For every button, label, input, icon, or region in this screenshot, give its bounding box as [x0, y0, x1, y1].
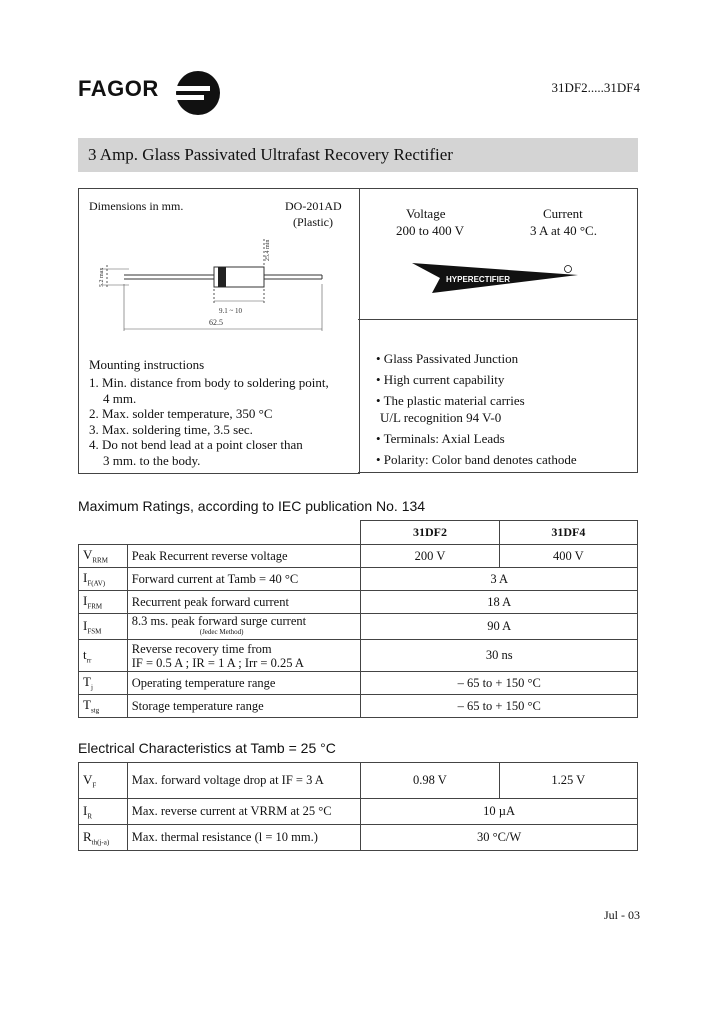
symbol: V	[83, 547, 93, 563]
symbol-sub: FRM	[87, 602, 103, 611]
col-header-31df2: 31DF2	[361, 521, 499, 545]
title-bar	[78, 138, 638, 172]
mounting-item: 3. Max. soldering time, 3.5 sec.	[89, 421, 253, 437]
part-numbers: 31DF2.....31DF4	[551, 80, 640, 95]
current-label: Current	[543, 206, 583, 221]
feature-item: • Glass Passivated Junction	[376, 351, 519, 366]
symbol: I	[83, 570, 88, 586]
symbol-sub: rr	[86, 656, 92, 665]
value-31df2: 0.98 V	[361, 763, 499, 799]
voltage-label: Voltage	[406, 206, 446, 221]
package-type: (Plastic)	[293, 215, 333, 229]
table-row	[79, 763, 638, 799]
mounting-item: 4. Do not bend lead at a point closer than	[89, 437, 303, 452]
symbol-sub: th(j-a)	[91, 838, 110, 847]
feature-item: • Polarity: Color band denotes cathode	[376, 452, 577, 467]
row-desc: Max. reverse current at VRRM at 25 °C	[127, 799, 360, 825]
value: – 65 to + 150 °C	[361, 695, 638, 718]
dim-dia-label: 5.2 max	[99, 267, 105, 287]
symbol-sub: F	[92, 781, 97, 790]
mounting-list	[89, 375, 329, 468]
value-31df2: 200 V	[361, 545, 499, 568]
table-row	[79, 591, 638, 614]
feature-item: • High current capability	[376, 372, 505, 387]
mounting-item: 2. Max. solder temperature, 350 °C	[89, 406, 273, 421]
value-31df4: 1.25 V	[499, 763, 637, 799]
table-row	[79, 672, 638, 695]
features-list	[376, 350, 577, 472]
table-row	[79, 695, 638, 718]
row-desc: Recurrent peak forward current	[127, 591, 361, 614]
table-row	[79, 640, 638, 672]
row-desc: Max. forward voltage drop at IF = 3 A	[127, 763, 360, 799]
diode-drawing	[89, 229, 349, 349]
value: 30 ns	[361, 640, 638, 672]
value: 3 A	[361, 568, 638, 591]
col-header-31df4: 31DF4	[499, 521, 637, 545]
dimensions-label: Dimensions in mm.	[89, 199, 184, 213]
row-desc: Peak Recurrent reverse voltage	[127, 545, 361, 568]
value: 10 µA	[361, 799, 638, 825]
symbol: R	[83, 828, 92, 844]
symbol-sub: RRM	[92, 556, 108, 565]
value: 30 °C/W	[361, 825, 638, 851]
value: 90 A	[361, 614, 638, 640]
row-desc-cond: IF = 0.5 A ; IR = 1 A ; Irr = 0.25 A	[131, 655, 304, 670]
symbol: T	[83, 697, 91, 713]
elec-table	[78, 762, 638, 851]
max-ratings-title: Maximum Ratings, according to IEC publication No. 134	[78, 498, 426, 514]
package-box	[78, 188, 360, 474]
features-box	[358, 318, 638, 473]
symbol-sub: FSM	[87, 627, 102, 636]
table-row	[79, 545, 638, 568]
brand-logo-text: FAGOR	[78, 76, 159, 101]
symbol: I	[83, 593, 88, 609]
row-desc: Forward current at Tamb = 40 °C	[127, 568, 361, 591]
row-desc-note: (Jedec Method)	[199, 627, 244, 636]
banner-text: HYPERECTIFIER	[446, 275, 511, 284]
symbol: I	[83, 802, 88, 818]
row-desc: Reverse recovery time from	[131, 641, 272, 656]
table-row	[79, 799, 638, 825]
feature-item: • Terminals: Axial Leads	[376, 431, 505, 446]
table-row	[79, 614, 638, 640]
max-ratings-table	[78, 520, 638, 718]
value-31df4: 400 V	[499, 545, 637, 568]
dim-length-label: 62.5	[209, 318, 223, 327]
symbol-sub: j	[90, 683, 93, 692]
row-desc: Operating temperature range	[127, 672, 361, 695]
feature-item: U/L recognition 94 V-0	[380, 410, 502, 425]
symbol: t	[83, 646, 87, 662]
dim-body-label: 9.1 ~ 10	[219, 307, 243, 315]
row-desc: Max. thermal resistance (l = 10 mm.)	[127, 825, 360, 851]
mounting-item: 4 mm.	[103, 390, 137, 406]
table-row	[79, 568, 638, 591]
page-title: 3 Amp. Glass Passivated Ultrafast Recovery Rectifier	[88, 145, 453, 164]
brand-logo-icon	[172, 70, 224, 116]
elec-title: Electrical Characteristics at Tamb = 25 °C	[78, 740, 336, 756]
hyperectifier-banner	[412, 261, 582, 295]
symbol: I	[83, 617, 88, 633]
symbol: V	[83, 771, 93, 787]
row-desc: 8.3 ms. peak forward surge current	[131, 613, 307, 628]
symbol-sub: stg	[90, 706, 100, 715]
current-value: 3 A at 40 °C.	[530, 223, 597, 238]
mounting-title: Mounting instructions	[89, 357, 205, 372]
mounting-item: 3 mm. to the body.	[103, 452, 201, 468]
mounting-item: 1. Min. distance from body to soldering point,	[89, 375, 329, 390]
table-row	[79, 825, 638, 851]
dim-side-label: 25.4 min	[265, 239, 271, 261]
feature-item: • The plastic material carries	[376, 393, 525, 408]
symbol-sub: R	[87, 812, 93, 821]
value: 18 A	[361, 591, 638, 614]
footer-date: Jul - 03	[604, 908, 640, 922]
value: – 65 to + 150 °C	[361, 672, 638, 695]
symbol: T	[83, 674, 91, 690]
symbol-sub: F(AV)	[87, 579, 106, 588]
package-name: DO-201AD	[285, 199, 342, 213]
row-desc: Storage temperature range	[127, 695, 361, 718]
voltage-value: 200 to 400 V	[396, 223, 465, 238]
ratings-box	[358, 188, 638, 320]
